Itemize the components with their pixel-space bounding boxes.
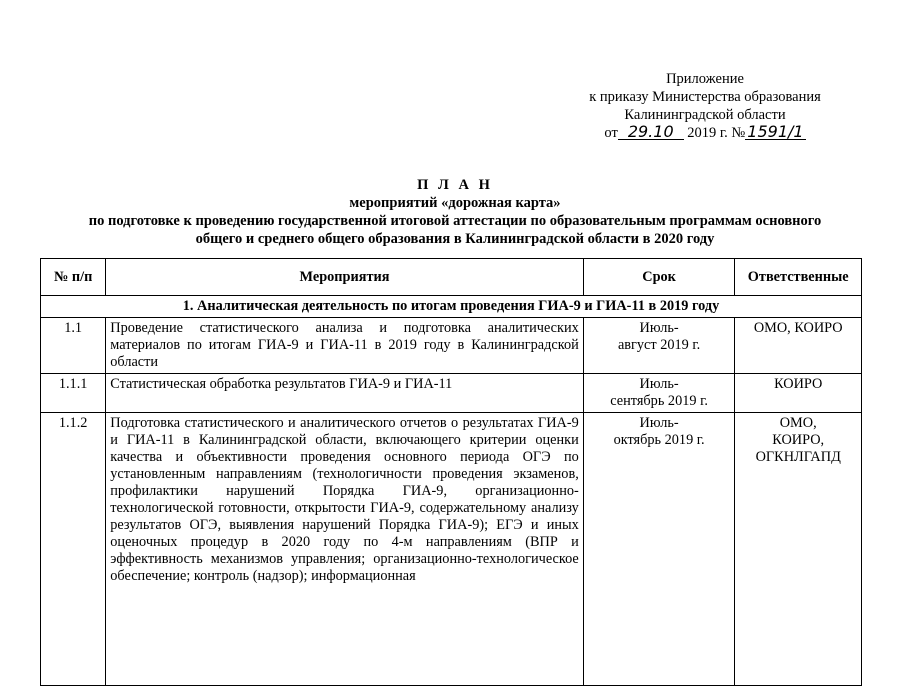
- row-responsible: КОИРО: [735, 374, 862, 413]
- plan-subtitle: мероприятий «дорожная карта»: [349, 195, 561, 211]
- row-number: 1.1: [41, 318, 106, 374]
- row-period: Июль- октябрь 2019 г.: [583, 413, 735, 686]
- header-period: Срок: [583, 259, 735, 296]
- row-activity: Подготовка статистического и аналитического отчетов о результатах ГИА-9 и ГИА-11 в Калининградской области, включающего критерии оценки качества и объективности проведения основного периода ОГЭ по установленным направлениям (технологичности проведения экзаменов, профилактики нарушений Порядка ГИА-9, организационно-технологической готовности, открытости ГИА-9, содержательному анализу результатов ОГЭ, выявления нарушений Порядка ГИА-9); ЕГЭ и иных оценочных процедур в 2020 году по 4-м направлениям (ВПР и эффективность механизмов управления; организационно-технологическое обеспечение; контроль (надзор); информационная: [106, 413, 584, 686]
- roadmap-table: [40, 258, 862, 686]
- appendix-order-ref: к приказу Министерства образования: [589, 89, 821, 105]
- section-title: 1. Аналитическая деятельность по итогам проведения ГИА-9 и ГИА-11 в 2019 году: [41, 296, 862, 318]
- plan-title: П Л А Н: [417, 177, 493, 193]
- appendix-block: [560, 70, 850, 142]
- row-number: 1.1.1: [41, 374, 106, 413]
- row-responsible: ОМО, КОИРО: [735, 318, 862, 374]
- row-period: Июль- август 2019 г.: [583, 318, 735, 374]
- header-number: № п/п: [41, 259, 106, 296]
- row-period: Июль- сентябрь 2019 г.: [583, 374, 735, 413]
- header-activity: Мероприятия: [106, 259, 584, 296]
- table-header-row: [41, 259, 862, 296]
- header-responsible: Ответственные: [735, 259, 862, 296]
- date-prefix: от: [604, 125, 618, 141]
- handwritten-number: 1591/1: [747, 122, 804, 141]
- appendix-title: Приложение: [666, 71, 744, 87]
- handwritten-date: 29.10: [618, 124, 684, 140]
- section-row: [41, 296, 862, 318]
- plan-description-line2: общего и среднего общего образования в Калининградской области в 2020 году: [195, 231, 715, 247]
- row-responsible: ОМО, КОИРО, ОГКНЛГАПД: [735, 413, 862, 686]
- appendix-date-line: [560, 124, 850, 142]
- table-row: [41, 374, 862, 413]
- appendix-region: Калининградской области: [624, 107, 786, 123]
- table-row: [41, 413, 862, 686]
- document-heading: [50, 176, 860, 248]
- plan-description-line1: по подготовке к проведению государственной итоговой аттестации по образовательным программам основного: [88, 213, 822, 229]
- row-number: 1.1.2: [41, 413, 106, 686]
- table-row: [41, 318, 862, 374]
- row-activity: Статистическая обработка результатов ГИА-9 и ГИА-11: [106, 374, 584, 413]
- row-activity: Проведение статистического анализа и подготовка аналитических материалов по итогам ГИА-9 и ГИА-11 в 2019 году в Калининградской области: [106, 318, 584, 374]
- year-text: 2019 г. №: [687, 125, 746, 141]
